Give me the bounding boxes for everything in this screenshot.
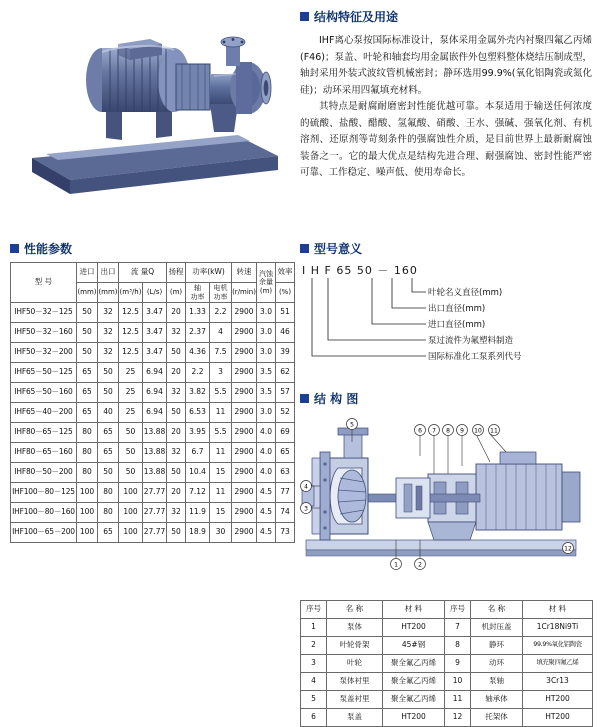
pump-section-drawing xyxy=(300,412,592,597)
table-row xyxy=(11,363,295,383)
parts-row xyxy=(301,709,593,727)
cell-inlet: 50 xyxy=(77,323,98,343)
parts-col-no-2: 序号 xyxy=(445,601,471,619)
parts-cell-name: 静环 xyxy=(471,637,523,655)
cell-speed: 2900 xyxy=(232,403,257,423)
cell-speed: 2900 xyxy=(232,303,257,323)
cell-p-motor: 5.5 xyxy=(210,383,232,403)
cell-npsh: 3.5 xyxy=(257,383,276,403)
cell-npsh: 3.0 xyxy=(257,323,276,343)
cell-q-m3h: 25 xyxy=(119,403,143,423)
cell-eff: 65 xyxy=(276,443,295,463)
cell-q-ls: 6.94 xyxy=(143,403,167,423)
model-label-standard: 国际标准化工泵系列代号 xyxy=(428,352,522,362)
cell-inlet: 80 xyxy=(77,443,98,463)
cell-outlet: 65 xyxy=(98,443,119,463)
pump-photo xyxy=(10,8,285,206)
performance-heading xyxy=(10,240,72,257)
col-npsh: 汽蚀 余量 (m) xyxy=(257,263,276,303)
cell-npsh: 4.5 xyxy=(257,523,276,543)
cell-q-ls: 13.88 xyxy=(143,423,167,443)
cell-q-ls: 3.47 xyxy=(143,323,167,343)
cell-p-shaft: 1.33 xyxy=(186,303,210,323)
parts-row xyxy=(301,691,593,709)
table-row xyxy=(11,443,295,463)
cell-outlet: 32 xyxy=(98,303,119,323)
cell-p-shaft: 2.37 xyxy=(186,323,210,343)
callout-11: 11 xyxy=(490,427,498,435)
table-row xyxy=(11,503,295,523)
parts-cell-material: 聚全氟乙丙烯 xyxy=(383,673,445,691)
model-label-list xyxy=(300,262,592,382)
cell-eff: 73 xyxy=(276,523,295,543)
cell-eff: 51 xyxy=(276,303,295,323)
bullet-square-icon xyxy=(300,244,309,253)
cell-model: IHF65－50－125 xyxy=(11,363,77,383)
cell-head: 50 xyxy=(167,523,186,543)
cell-speed: 2900 xyxy=(232,523,257,543)
col-model: 型 号 xyxy=(11,263,77,303)
cell-p-motor: 15 xyxy=(210,463,232,483)
cell-head: 50 xyxy=(167,403,186,423)
intro-heading-text: 结构特征及用途 xyxy=(314,10,399,24)
model-label-impeller-dia: 叶轮名义直径(mm) xyxy=(428,288,503,298)
parts-col-no-1: 序号 xyxy=(301,601,327,619)
cell-npsh: 3.0 xyxy=(257,343,276,363)
cell-q-ls: 3.47 xyxy=(143,343,167,363)
bullet-square-icon xyxy=(10,244,19,253)
parts-cell-material: 99.9%氧化铝陶瓷 xyxy=(523,637,593,655)
cell-inlet: 100 xyxy=(77,483,98,503)
model-label-inlet-dia: 进口直径(mm) xyxy=(428,320,486,330)
parts-row xyxy=(301,619,593,637)
cell-npsh: 4.0 xyxy=(257,423,276,443)
model-meaning-diagram xyxy=(300,262,592,382)
cell-p-shaft: 6.53 xyxy=(186,403,210,423)
table-row xyxy=(11,423,295,443)
parts-cell-no: 9 xyxy=(445,655,471,673)
cell-p-shaft: 11.9 xyxy=(186,503,210,523)
parts-cell-material: HT200 xyxy=(523,709,593,727)
cell-outlet: 32 xyxy=(98,323,119,343)
cell-eff: 74 xyxy=(276,503,295,523)
intro-paragraph-1: IHF离心泵按国际标准设计，泵体采用金属外壳内衬聚四氟乙丙烯(F46)；泵盖、叶轮和轴套均用金属嵌件外包塑料整体烧结压制成型，轴封采用外装式波纹管机械密封；静环选用99.9%(氧化铝陶瓷或氮化硅)；动环采用四氟填充材料。 xyxy=(300,35,592,96)
cell-p-shaft: 2.2 xyxy=(186,363,210,383)
callout-3: 3 xyxy=(304,505,308,513)
unit-inlet: (mm) xyxy=(77,283,98,303)
cell-outlet: 65 xyxy=(98,423,119,443)
cell-q-m3h: 25 xyxy=(119,363,143,383)
parts-cell-material: 聚全氟乙丙烯 xyxy=(383,655,445,673)
cell-p-motor: 11 xyxy=(210,403,232,423)
model-meaning-heading-text: 型号意义 xyxy=(314,242,363,256)
parts-cell-no: 2 xyxy=(301,637,327,655)
performance-table-wrap xyxy=(10,262,293,543)
parts-cell-no: 12 xyxy=(445,709,471,727)
cell-inlet: 80 xyxy=(77,423,98,443)
parts-cell-name: 动环 xyxy=(471,655,523,673)
parts-cell-material: HT200 xyxy=(523,691,593,709)
parts-cell-material: HT200 xyxy=(383,709,445,727)
cell-head: 20 xyxy=(167,423,186,443)
parts-cell-material: 3Cr13 xyxy=(523,673,593,691)
structure-heading xyxy=(300,390,358,407)
intro-heading xyxy=(300,8,592,25)
cell-inlet: 50 xyxy=(77,303,98,323)
callout-1: 1 xyxy=(394,561,398,569)
cell-q-ls: 6.94 xyxy=(143,363,167,383)
cell-p-motor: 11 xyxy=(210,443,232,463)
cell-speed: 2900 xyxy=(232,503,257,523)
callout-9: 9 xyxy=(460,427,464,435)
cell-q-ls: 27.77 xyxy=(143,483,167,503)
cell-q-m3h: 100 xyxy=(119,483,143,503)
model-meaning-heading xyxy=(300,240,362,257)
structure-heading-text: 结 构 图 xyxy=(314,392,359,406)
cell-q-m3h: 100 xyxy=(119,523,143,543)
unit-power-motor: 电机 功率 xyxy=(210,283,232,303)
cell-p-motor: 7.5 xyxy=(210,343,232,363)
cell-head: 50 xyxy=(167,343,186,363)
parts-cell-name: 叶轮 xyxy=(327,655,383,673)
cell-head: 32 xyxy=(167,503,186,523)
cell-q-m3h: 50 xyxy=(119,443,143,463)
callout-10: 10 xyxy=(474,427,482,435)
cell-model: IHF100－80－160 xyxy=(11,503,77,523)
callout-12: 12 xyxy=(564,545,572,553)
parts-cell-no: 10 xyxy=(445,673,471,691)
callout-7: 7 xyxy=(432,427,436,435)
cell-p-shaft: 3.82 xyxy=(186,383,210,403)
cell-q-m3h: 12.5 xyxy=(119,323,143,343)
cell-model: IHF100－65－200 xyxy=(11,523,77,543)
callout-2: 2 xyxy=(418,561,422,569)
model-label-material: 泵过流件为氟塑料制造 xyxy=(428,336,514,346)
cell-speed: 2900 xyxy=(232,343,257,363)
unit-power-shaft: 轴 功率 xyxy=(186,283,210,303)
cell-head: 32 xyxy=(167,443,186,463)
cell-q-m3h: 12.5 xyxy=(119,343,143,363)
parts-cell-name: 泵体衬里 xyxy=(327,673,383,691)
col-power-group: 功率(kW) xyxy=(186,263,232,283)
parts-col-name-1: 名 称 xyxy=(327,601,383,619)
cell-q-ls: 13.88 xyxy=(143,463,167,483)
cell-p-motor: 5.5 xyxy=(210,423,232,443)
parts-cell-material: 45#钢 xyxy=(383,637,445,655)
parts-col-material-1: 材 料 xyxy=(383,601,445,619)
callout-4: 4 xyxy=(304,483,308,491)
table-row xyxy=(11,343,295,363)
parts-col-material-2: 材 料 xyxy=(523,601,593,619)
parts-cell-no: 8 xyxy=(445,637,471,655)
parts-cell-name: 托架体 xyxy=(471,709,523,727)
cell-speed: 2900 xyxy=(232,423,257,443)
cell-speed: 2900 xyxy=(232,483,257,503)
parts-cell-material: 填充聚四氟乙烯 xyxy=(523,655,593,673)
cell-speed: 2900 xyxy=(232,363,257,383)
cell-outlet: 80 xyxy=(98,503,119,523)
intro-body xyxy=(300,33,592,182)
cell-npsh: 4.0 xyxy=(257,443,276,463)
cell-model: IHF50－32－125 xyxy=(11,303,77,323)
cell-q-ls: 6.94 xyxy=(143,383,167,403)
structure-drawing xyxy=(300,412,592,597)
model-code-text: I H F 65 50 － 160 xyxy=(302,264,418,277)
parts-cell-name: 机封压盖 xyxy=(471,619,523,637)
cell-p-shaft: 7.12 xyxy=(186,483,210,503)
parts-cell-material: 聚全氟乙丙烯 xyxy=(383,691,445,709)
parts-cell-name: 泵盖衬里 xyxy=(327,691,383,709)
unit-q-ls: (L/s) xyxy=(143,283,167,303)
cell-model: IHF50－32－200 xyxy=(11,343,77,363)
cell-model: IHF80－65－160 xyxy=(11,443,77,463)
cell-npsh: 4.5 xyxy=(257,503,276,523)
cell-p-shaft: 10.4 xyxy=(186,463,210,483)
cell-p-motor: 3 xyxy=(210,363,232,383)
parts-cell-name: 轴承体 xyxy=(471,691,523,709)
cell-p-shaft: 4.36 xyxy=(186,343,210,363)
callout-6: 6 xyxy=(418,427,422,435)
cell-head: 20 xyxy=(167,483,186,503)
callout-8: 8 xyxy=(446,427,450,435)
cell-model: IHF80－50－200 xyxy=(11,463,77,483)
pump-illustration xyxy=(10,8,285,206)
col-eff: 效率 xyxy=(276,263,295,283)
cell-eff: 46 xyxy=(276,323,295,343)
cell-speed: 2900 xyxy=(232,443,257,463)
parts-table-wrap xyxy=(300,600,592,727)
table-row xyxy=(11,303,295,323)
bullet-square-icon xyxy=(300,12,309,21)
cell-p-motor: 15 xyxy=(210,503,232,523)
cell-p-motor: 4 xyxy=(210,323,232,343)
cell-head: 50 xyxy=(167,463,186,483)
cell-q-ls: 13.88 xyxy=(143,443,167,463)
parts-cell-name: 泵体 xyxy=(327,619,383,637)
cell-head: 32 xyxy=(167,383,186,403)
col-speed: 转速 xyxy=(232,263,257,283)
cell-p-shaft: 3.95 xyxy=(186,423,210,443)
cell-eff: 52 xyxy=(276,403,295,423)
col-flow-group: 流 量Q xyxy=(119,263,167,283)
performance-heading-text: 性能参数 xyxy=(24,242,73,256)
parts-row xyxy=(301,637,593,655)
cell-inlet: 100 xyxy=(77,503,98,523)
table-row xyxy=(11,323,295,343)
unit-speed: (r/min) xyxy=(232,283,257,303)
parts-cell-material: HT200 xyxy=(383,619,445,637)
parts-row xyxy=(301,655,593,673)
col-head: 扬程 xyxy=(167,263,186,283)
cell-eff: 62 xyxy=(276,363,295,383)
cell-npsh: 3.0 xyxy=(257,303,276,323)
cell-speed: 2900 xyxy=(232,463,257,483)
cell-p-shaft: 6.7 xyxy=(186,443,210,463)
parts-col-name-2: 名 称 xyxy=(471,601,523,619)
parts-cell-no: 5 xyxy=(301,691,327,709)
callout-5: 5 xyxy=(350,421,354,429)
bullet-square-icon xyxy=(300,394,309,403)
cell-speed: 2900 xyxy=(232,323,257,343)
cell-outlet: 80 xyxy=(98,483,119,503)
cell-model: IHF100－80－125 xyxy=(11,483,77,503)
cell-q-m3h: 25 xyxy=(119,383,143,403)
col-outlet: 出口 xyxy=(98,263,119,283)
parts-cell-no: 4 xyxy=(301,673,327,691)
performance-table xyxy=(10,262,295,543)
cell-model: IHF65－40－200 xyxy=(11,403,77,423)
cell-q-m3h: 100 xyxy=(119,503,143,523)
cell-inlet: 65 xyxy=(77,363,98,383)
cell-q-m3h: 50 xyxy=(119,423,143,443)
cell-inlet: 80 xyxy=(77,463,98,483)
cell-eff: 57 xyxy=(276,383,295,403)
parts-cell-no: 3 xyxy=(301,655,327,673)
cell-q-m3h: 12.5 xyxy=(119,303,143,323)
parts-cell-no: 7 xyxy=(445,619,471,637)
parts-cell-name: 泵盖 xyxy=(327,709,383,727)
table-header-row-1 xyxy=(11,263,295,283)
cell-model: IHF80－65－125 xyxy=(11,423,77,443)
model-label-outlet-dia: 出口直径(mm) xyxy=(428,304,486,314)
cell-q-m3h: 50 xyxy=(119,463,143,483)
cell-eff: 63 xyxy=(276,463,295,483)
cell-eff: 39 xyxy=(276,343,295,363)
cell-outlet: 50 xyxy=(98,363,119,383)
parts-table xyxy=(300,600,593,727)
cell-eff: 77 xyxy=(276,483,295,503)
cell-p-shaft: 18.9 xyxy=(186,523,210,543)
parts-cell-material: 1Cr18Ni9Ti xyxy=(523,619,593,637)
col-inlet: 进口 xyxy=(77,263,98,283)
cell-p-motor: 30 xyxy=(210,523,232,543)
table-row xyxy=(11,403,295,423)
table-row xyxy=(11,383,295,403)
parts-cell-no: 6 xyxy=(301,709,327,727)
cell-inlet: 50 xyxy=(77,343,98,363)
cell-outlet: 40 xyxy=(98,403,119,423)
cell-npsh: 3.5 xyxy=(257,363,276,383)
unit-q-m3h: (m³/h) xyxy=(119,283,143,303)
cell-speed: 2900 xyxy=(232,383,257,403)
cell-eff: 69 xyxy=(276,423,295,443)
parts-row xyxy=(301,673,593,691)
cell-npsh: 3.0 xyxy=(257,403,276,423)
cell-head: 32 xyxy=(167,323,186,343)
cell-outlet: 50 xyxy=(98,463,119,483)
cell-head: 20 xyxy=(167,363,186,383)
cell-outlet: 50 xyxy=(98,383,119,403)
cell-outlet: 65 xyxy=(98,523,119,543)
table-row xyxy=(11,523,295,543)
cell-q-ls: 3.47 xyxy=(143,303,167,323)
unit-head: (m) xyxy=(167,283,186,303)
unit-eff: (%) xyxy=(276,283,295,303)
cell-q-ls: 27.77 xyxy=(143,503,167,523)
cell-head: 20 xyxy=(167,303,186,323)
intro-paragraph-2: 其特点是耐腐耐磨密封性能优越可靠。本泵适用于输送任何浓度的硫酸、盐酸、醋酸、氢氟酸、硝酸、王水、强碱、强氧化剂、有机溶剂、还原剂等苛刻条件的强腐蚀性介质，是目前世界上最新耐腐蚀装备之一。它的最大优点是结构先进合理、耐强腐蚀、密封性能严密可靠、工作稳定、噪声低、使用寿命长。 xyxy=(300,101,592,178)
cell-model: IHF50－32－160 xyxy=(11,323,77,343)
cell-npsh: 4.0 xyxy=(257,463,276,483)
cell-npsh: 4.5 xyxy=(257,483,276,503)
parts-cell-name: 泵轴 xyxy=(471,673,523,691)
cell-inlet: 65 xyxy=(77,403,98,423)
table-row xyxy=(11,463,295,483)
cell-inlet: 65 xyxy=(77,383,98,403)
cell-q-ls: 27.77 xyxy=(143,523,167,543)
cell-outlet: 32 xyxy=(98,343,119,363)
intro-section xyxy=(300,8,592,182)
table-row xyxy=(11,483,295,503)
parts-cell-no: 11 xyxy=(445,691,471,709)
parts-header-row xyxy=(301,601,593,619)
parts-cell-name: 叶轮骨架 xyxy=(327,637,383,655)
cell-model: IHF65－50－160 xyxy=(11,383,77,403)
unit-outlet: (mm) xyxy=(98,283,119,303)
cell-p-motor: 2.2 xyxy=(210,303,232,323)
parts-cell-no: 1 xyxy=(301,619,327,637)
cell-inlet: 100 xyxy=(77,523,98,543)
cell-p-motor: 11 xyxy=(210,483,232,503)
